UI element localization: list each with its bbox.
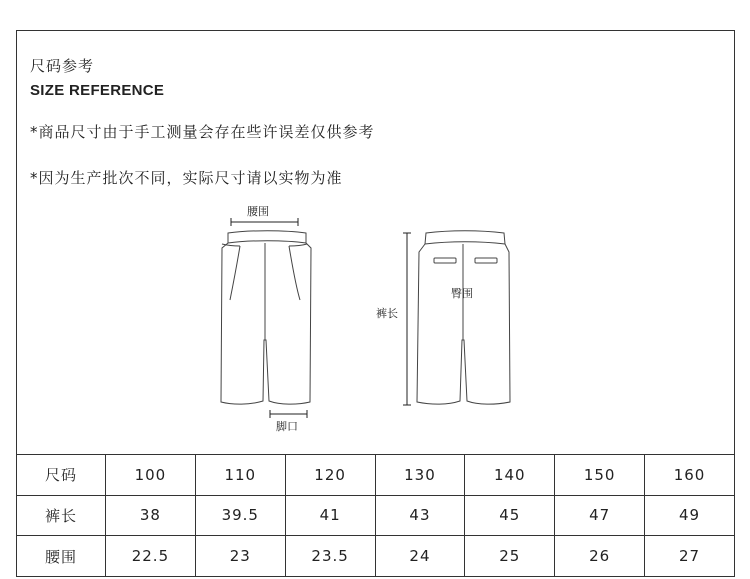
table-cell: 41 (285, 495, 375, 536)
back-pants-illustration (403, 231, 510, 405)
front-pants-illustration (221, 218, 311, 418)
title-english: SIZE REFERENCE (30, 82, 165, 99)
row-header-size: 尺码 (17, 455, 106, 496)
table-cell: 110 (195, 455, 285, 496)
table-cell: 22.5 (106, 536, 196, 577)
table-cell: 47 (555, 495, 645, 536)
table-cell: 43 (375, 495, 465, 536)
table-cell: 120 (285, 455, 375, 496)
note-batch-difference: *因为生产批次不同，实际尺寸请以实物为准 (30, 169, 343, 187)
table-cell: 130 (375, 455, 465, 496)
table-cell: 24 (375, 536, 465, 577)
table-row (17, 455, 735, 496)
title-chinese: 尺码参考 (30, 57, 95, 75)
table-cell: 26 (555, 536, 645, 577)
table-cell: 38 (106, 495, 196, 536)
length-label: 裤长 (376, 307, 398, 320)
table-cell: 39.5 (195, 495, 285, 536)
table-cell: 23.5 (285, 536, 375, 577)
table-cell: 160 (645, 455, 735, 496)
table-cell: 45 (465, 495, 555, 536)
waist-label: 腰围 (247, 205, 269, 218)
table-cell: 25 (465, 536, 555, 577)
row-header-length: 裤长 (17, 495, 106, 536)
table-cell: 49 (645, 495, 735, 536)
table-row (17, 495, 735, 536)
leg-opening-label: 脚口 (276, 420, 298, 433)
table-row (17, 536, 735, 577)
table-cell: 23 (195, 536, 285, 577)
size-table (16, 454, 735, 577)
table-cell: 140 (465, 455, 555, 496)
hip-label: 臀围 (451, 287, 473, 300)
row-header-waist: 腰围 (17, 536, 106, 577)
table-cell: 150 (555, 455, 645, 496)
note-measurement-error: *商品尺寸由于手工测量会存在些许误差仅供参考 (30, 123, 375, 141)
table-cell: 100 (106, 455, 196, 496)
table-cell: 27 (645, 536, 735, 577)
